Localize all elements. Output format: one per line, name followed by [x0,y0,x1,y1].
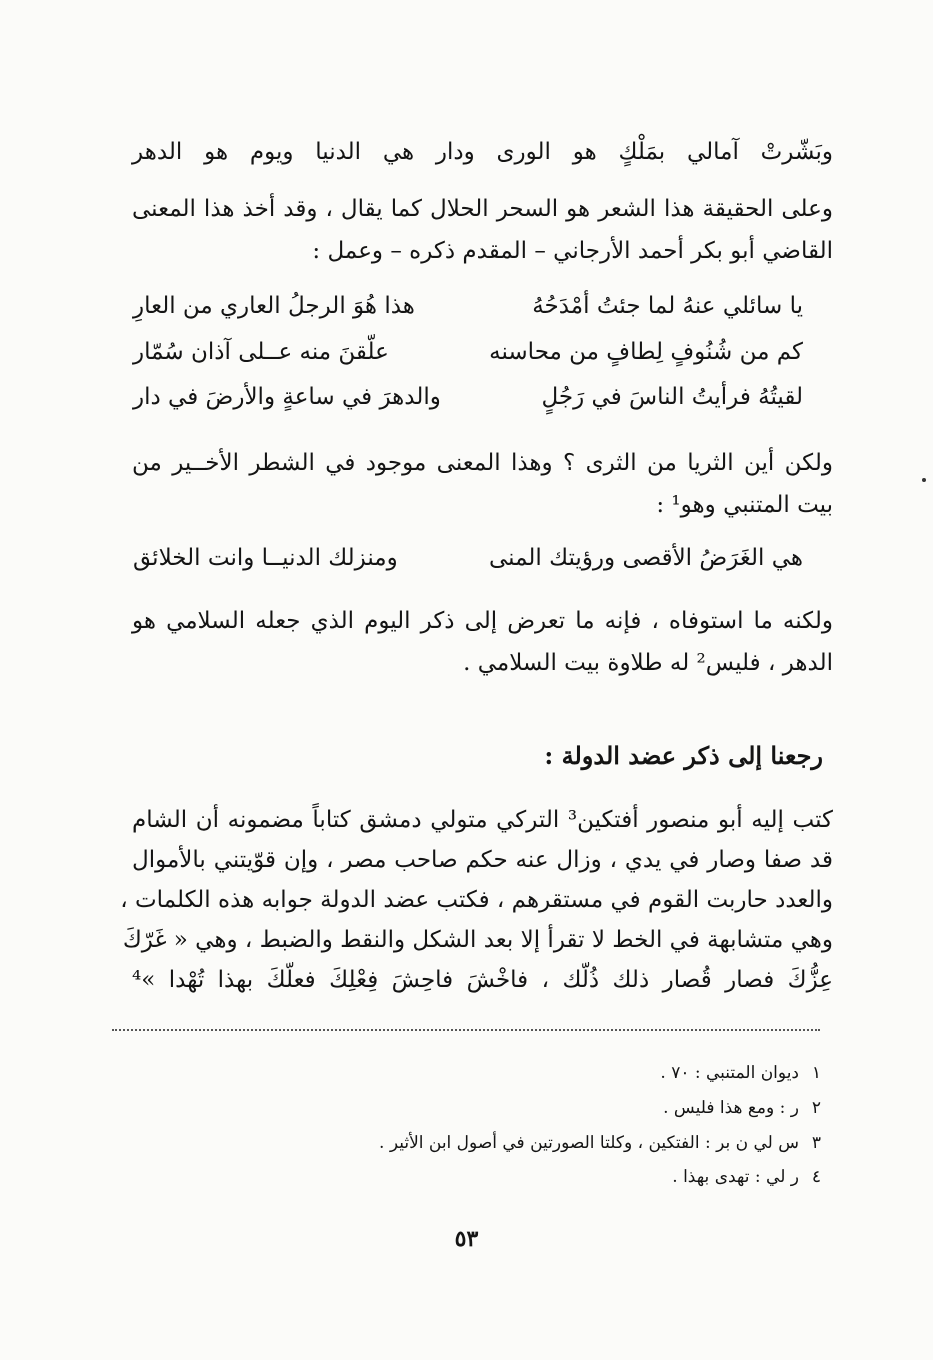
footnote-text: ديوان المتنبي : ٧٠ . [660,1063,799,1083]
paragraph-line: والعدد حاربت القوم في مستقرهم ، فكتب عضد الدولة جوابه هذه الكلمات ، [120,887,833,913]
verse-row [133,381,803,413]
verse-hemistich-first: لقيتُهُ فرأيتُ الناسَ في رَجُلٍ [541,384,803,410]
paragraph-line: بيت المتنبي وهو¹ : [656,492,833,518]
paragraph-line: ولكنه ما استوفاه ، فإنه ما تعرض إلى ذكر اليوم الذي جعله السلامي هو [132,608,833,634]
footnote-number: ٤ [811,1167,821,1187]
footnote-number: ٢ [811,1098,821,1118]
footnote [672,1165,821,1189]
verse-hemistich-first: يا سائلي عنهُ لما جئتُ أمْدَحُهُ [532,293,803,319]
verse-line-opening: وبَشّرتْ آمالي بمَلْكٍ هو الورى ودار هي الدنيا ويوم هو الدهر [132,139,833,165]
footnote-separator [112,1029,820,1031]
verse-row [133,336,803,368]
footnote-text: س لي ن بر : الفتكين ، وكلتا الصورتين في أصول ابن الأثير . [379,1133,799,1153]
verse-hemistich-second: ومنزلك الدنيــا وانت الخلائق [133,545,398,571]
footnote [660,1061,821,1085]
paragraph-line: عِزُّكَ فصار قُصار ذلك ذُلّك ، فاخْشَ فاحِشَ فِعْلِكَ فعلّكَ بهذا تُهْدا »⁴ [132,967,833,993]
footnote-text: ر : ومع هذا فليس . [663,1098,799,1118]
footnote-number: ١ [811,1063,821,1083]
paragraph-line: القاضي أبو بكر أحمد الأرجاني – المقدم ذكره – وعمل : [312,238,833,264]
footnote [379,1131,821,1155]
verse-hemistich-second: علّقنَ منه عــلى آذان سُمّار [133,339,389,365]
paragraph-line: كتب إليه أبو منصور أفتكين³ التركي متولي دمشق كتاباً مضمونه أن الشام [132,807,833,833]
footnote [663,1096,821,1120]
verse-row [133,542,803,574]
paragraph-line: وعلى الحقيقة هذا الشعر هو السحر الحلال كما يقال ، وقد أخذ هذا المعنى [132,196,833,222]
footnote-number: ٣ [811,1133,821,1153]
paragraph-line: ولكن أين الثريا من الثرى ؟ وهذا المعنى موجود في الشطر الأخــير من [132,450,833,476]
verse-hemistich-second: هذا هُوَ الرجلُ العاري من العارِ [133,293,415,319]
scan-speck [922,478,926,482]
verse-hemistich-first: كم من شُنُوفٍ لِطافٍ من محاسنه [489,339,803,365]
paragraph-line: قد صفا وصار في يدي ، وزال عنه حكم صاحب مصر ، وإن قوّيتني بالأموال [132,847,833,873]
footnote-text: ر لي : تهدى بهذا . [672,1167,799,1187]
paragraph-line: الدهر ، فليس² له طلاوة بيت السلامي . [463,650,833,676]
verse-hemistich-first: هي الغَرَضُ الأقصى ورؤيتك المنى [488,545,803,571]
page-number: ٥٣ [454,1226,479,1252]
verse-row [133,290,803,322]
verse-hemistich-second: والدهرَ في ساعةٍ والأرضَ في دار [133,384,441,410]
paragraph-line: وهي متشابهة في الخط لا تقرأ إلا بعد الشكل والنقط والضبط ، وهي « غَرّكَ [122,927,833,953]
section-heading: رجعنا إلى ذكر عضد الدولة : [544,741,823,770]
